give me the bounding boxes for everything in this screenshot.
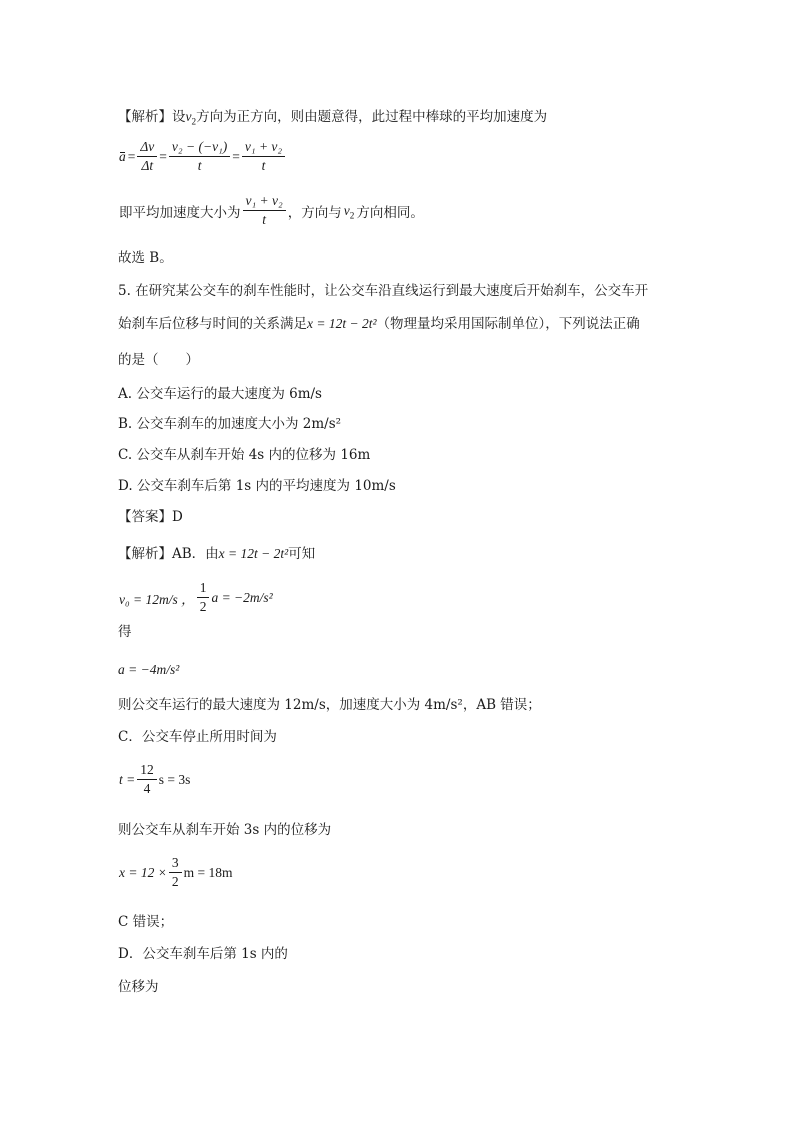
average-acceleration-result: 即平均加速度大小为 $\frac{\text{v₁ + v₂}}{t}$ ，方向与 $v_2$ 方向相同。 [119, 193, 424, 227]
d-intro: D．公交车刹车后第 1s 内的 [118, 946, 288, 962]
average-acceleration-formula: a = $\frac{\Delta v}{\Delta t}$ = $\frac{\text{v₂ − (−v₁)}}{t}$ = $\frac{\text{v₁ + v₂}}{t}$ [118, 139, 286, 174]
ab-conclusion: 则公交车运行的最大速度为 12m/s，加速度大小为 4m/s²，AB 错误； [118, 697, 541, 713]
d-displacement: 位移为 [118, 979, 159, 995]
option-c: C. 公交车从刹车开始 4s 内的位移为 16m [118, 447, 371, 463]
question-5-stem-1: 5. 在研究某公交车的刹车性能时，让公交车沿直线运行到最大速度后开始刹车，公交车开 [118, 283, 649, 299]
question-5-stem-2: 始刹车后位移与时间的关系满足x = 12t − 2t²（物理量均采用国际制单位），下列说法正确 [118, 316, 640, 332]
analysis-label: 【解析】 [118, 109, 172, 125]
stop-time-equation: t = $\frac{12}{4}$ s = 3s [119, 762, 191, 796]
analysis2-ab: 【解析】AB．由x = 12t − 2t²可知 [118, 546, 316, 562]
c-intro: C．公交车停止所用时间为 [118, 729, 277, 745]
c-displacement-intro: 则公交车从刹车开始 3s 内的位移为 [118, 822, 332, 838]
analysis-line-1: 【解析】设$v_2$方向为正方向，则由题意得，此过程中棒球的平均加速度为 [118, 109, 548, 127]
c-wrong: C 错误； [118, 914, 174, 930]
displacement-equation: x = 12 × $\frac{3}{2}$ m = 18m [119, 855, 233, 889]
answer-line: 【答案】D [118, 509, 183, 525]
acceleration-equation: a = −4m/s² [118, 662, 180, 677]
choice-line: 故选 B。 [118, 250, 173, 266]
option-b: B. 公交车刹车的加速度大小为 2m/s² [118, 416, 342, 432]
option-d: D. 公交车刹车后第 1s 内的平均速度为 10m/s [118, 478, 396, 494]
question-5-stem-3: 的是（ ） [118, 352, 199, 368]
de-line: 得 [118, 624, 132, 640]
initial-velocity-equation: v₀ = 12m/s ， $\frac{1}{2}$ a = −2m/s² [119, 580, 273, 614]
option-a: A. 公交车运行的最大速度为 6m/s [118, 386, 322, 402]
analysis-label: 【解析】 [118, 546, 172, 562]
